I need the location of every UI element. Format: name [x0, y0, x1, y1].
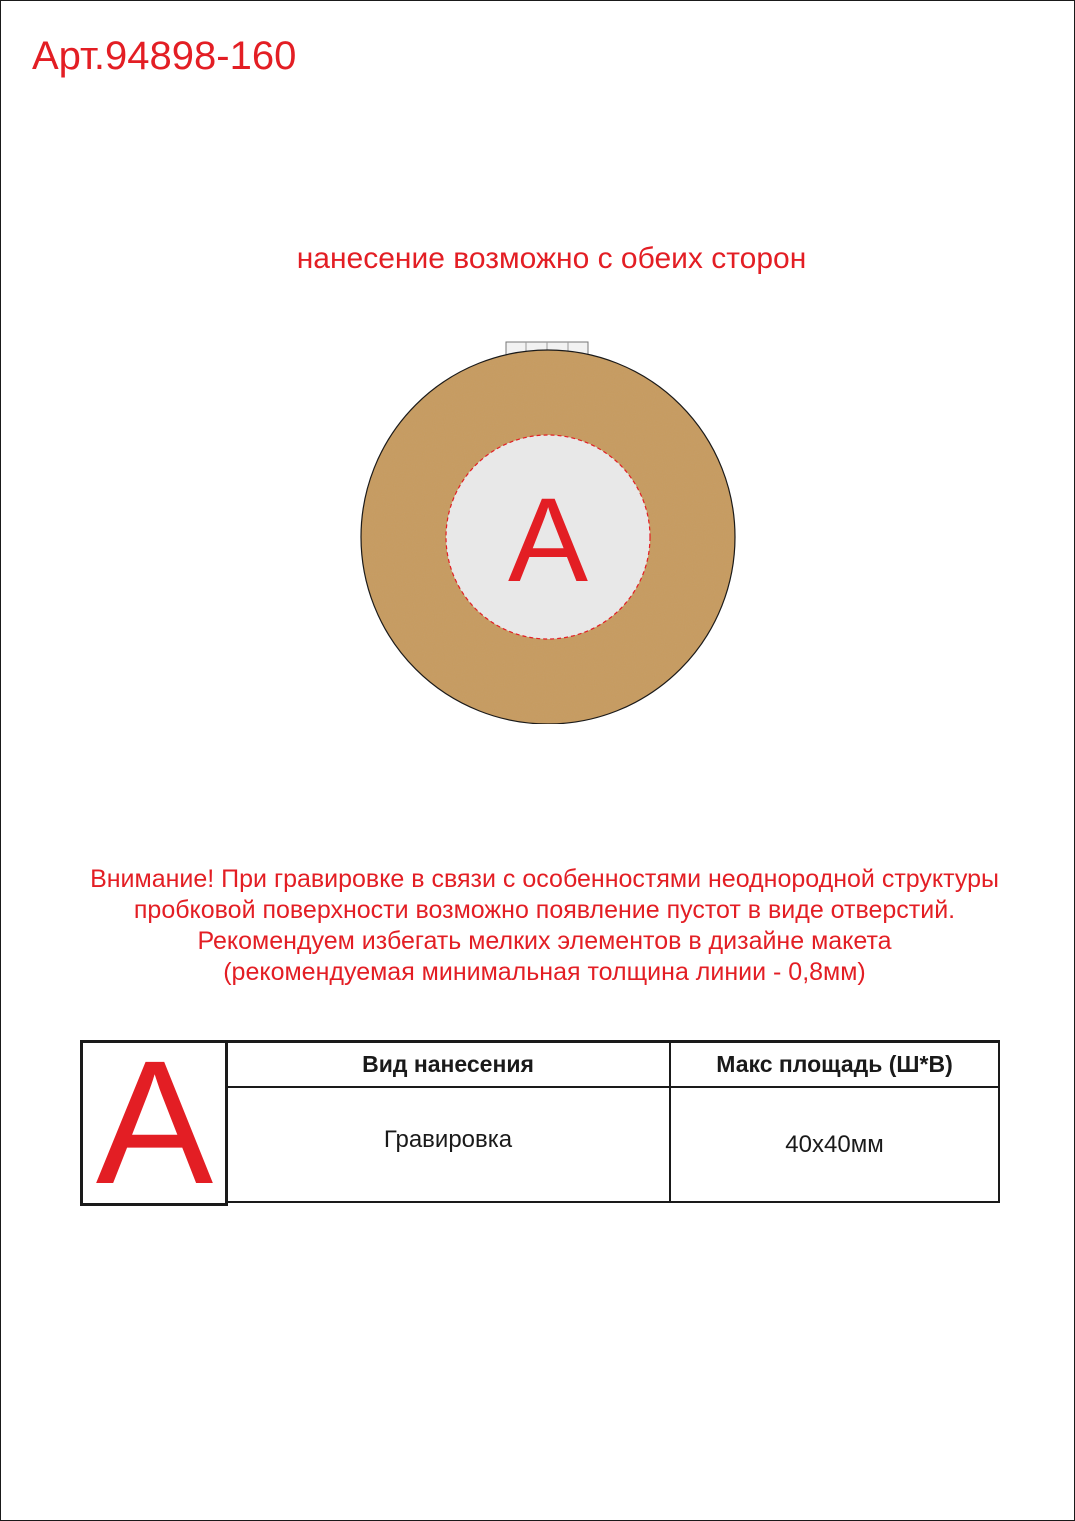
- header-method: Вид нанесения: [226, 1042, 670, 1088]
- warning-line: (рекомендуемая минимальная толщина линии - 0,8мм): [223, 958, 866, 986]
- zone-label-on-product: A: [507, 473, 589, 607]
- print-sides-note: нанесение возможно с обеих сторон: [296, 242, 807, 275]
- zone-marker-box: [80, 1025, 228, 1221]
- spec-table: [225, 1040, 1000, 1203]
- product-illustration: [360, 340, 736, 724]
- header-area: Макс площадь (Ш*В): [670, 1042, 999, 1088]
- warning-line: Внимание! При гравировке в связи с особенностями неоднородной структуры: [90, 865, 999, 893]
- cell-method: Гравировка: [226, 1087, 670, 1202]
- warning-line: пробковой поверхности возможно появление пустот в виде отверстий.: [133, 896, 956, 924]
- engraving-warning: [0, 864, 1075, 988]
- table-header-row: [226, 1042, 999, 1088]
- cell-area: 40х40мм: [670, 1087, 999, 1202]
- table-row: [226, 1087, 999, 1202]
- article-number: Арт.94898-160: [32, 34, 297, 78]
- warning-line: Рекомендуем избегать мелких элементов в дизайне макета: [197, 927, 892, 955]
- zone-marker-letter: A: [95, 1025, 214, 1221]
